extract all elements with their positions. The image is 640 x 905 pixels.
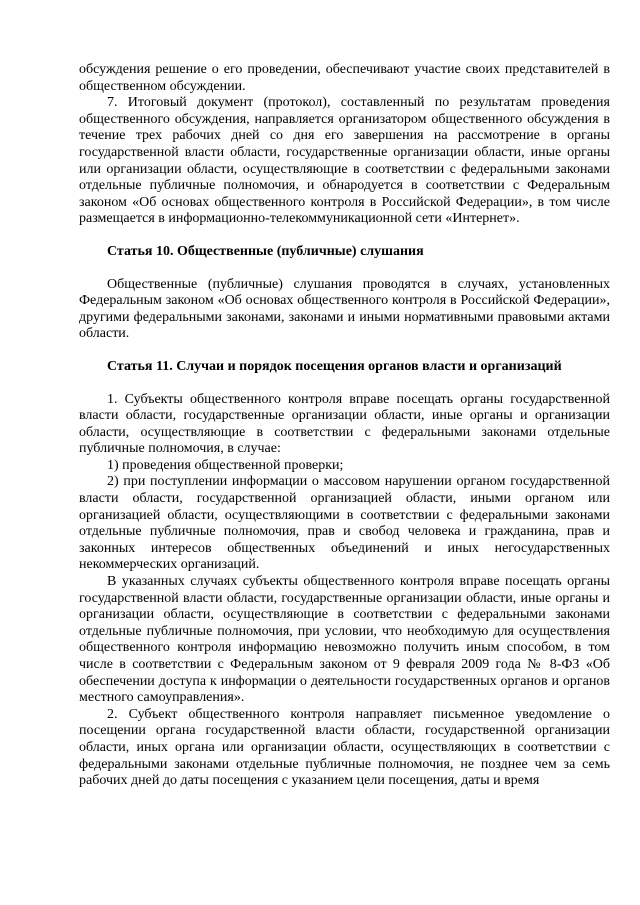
article-11-paragraph-2: 2. Субъект общественного контроля направляет письменное уведомление о посещении органа государственной власти области, государственной организации области, иных органа или организации области, осуществляющих в соответствии с федеральными законами отдельные публичные полномочия, не позднее чем за семь рабочих дней до даты посещения с указанием цели посещения, даты и время [79,706,610,789]
article-11-paragraph-1: 1. Субъекты общественного контроля вправе посещать органы государственной власти области, государственные организации области, иные органы и организации области, осуществляющие в соответствии с федеральными законами отдельные публичные полномочия, в случае: [79,391,610,457]
paragraph-item-7: 7. Итоговый документ (протокол), составленный по результатам проведения общественного обсуждения, направляется организатором общественного обсуждения в течение трех рабочих дней со дня его завершения на рассмотрение в органы государственной власти области, государственные организации области, иные органы или организации области, осуществляющие в соответствии с федеральными законами отдельные публичные полномочия, и обнародуется в соответствии с Федеральным законом «Об основах общественного контроля в Российской Федерации», в том числе размещается в информационно-телекоммуникационной сети «Интернет». [79,95,610,227]
article-10-title: Статья 10. Общественные (публичные) слушания [107,243,424,259]
article-11-item-1: 1) проведения общественной проверки; [107,457,344,473]
article-11-title: Статья 11. Случаи и порядок посещения органов власти и организаций [107,358,562,374]
paragraph-continuation: обсуждения решение о его проведении, обеспечивают участие своих представителей в общественном обсуждении. [79,62,610,94]
article-11-item-2: 2) при поступлении информации о массовом нарушении органом государственной власти области, государственной организацией области, иными органом или организацией области, осуществляющими в соответствии с федеральными законами отдельные публичные полномочия, прав и свобод человека и гражданина, прав и законных интересов общественных объединений и иных негосударственных некоммерческих организаций. [79,474,610,573]
article-11-paragraph-cases: В указанных случаях субъекты общественного контроля вправе посещать органы государственной власти области, государственные организации области, иные органы и организации области, осуществляющие в соответствии с федеральными законами отдельные публичные полномочия, при условии, что необходимую для осуществления общественного контроля информацию невозможно получить иным способом, в том числе в соответствии с Федеральным законом от 9 февраля 2009 года № 8-ФЗ «Об обеспечении доступа к информации о деятельности государственных органов и органов местного самоуправления». [79,574,610,706]
article-10-body: Общественные (публичные) слушания проводятся в случаях, установленных Федеральным законом «Об основах общественного контроля в Российской Федерации», другими федеральными законами, законами и иными нормативными правовыми актами области. [79,276,610,342]
